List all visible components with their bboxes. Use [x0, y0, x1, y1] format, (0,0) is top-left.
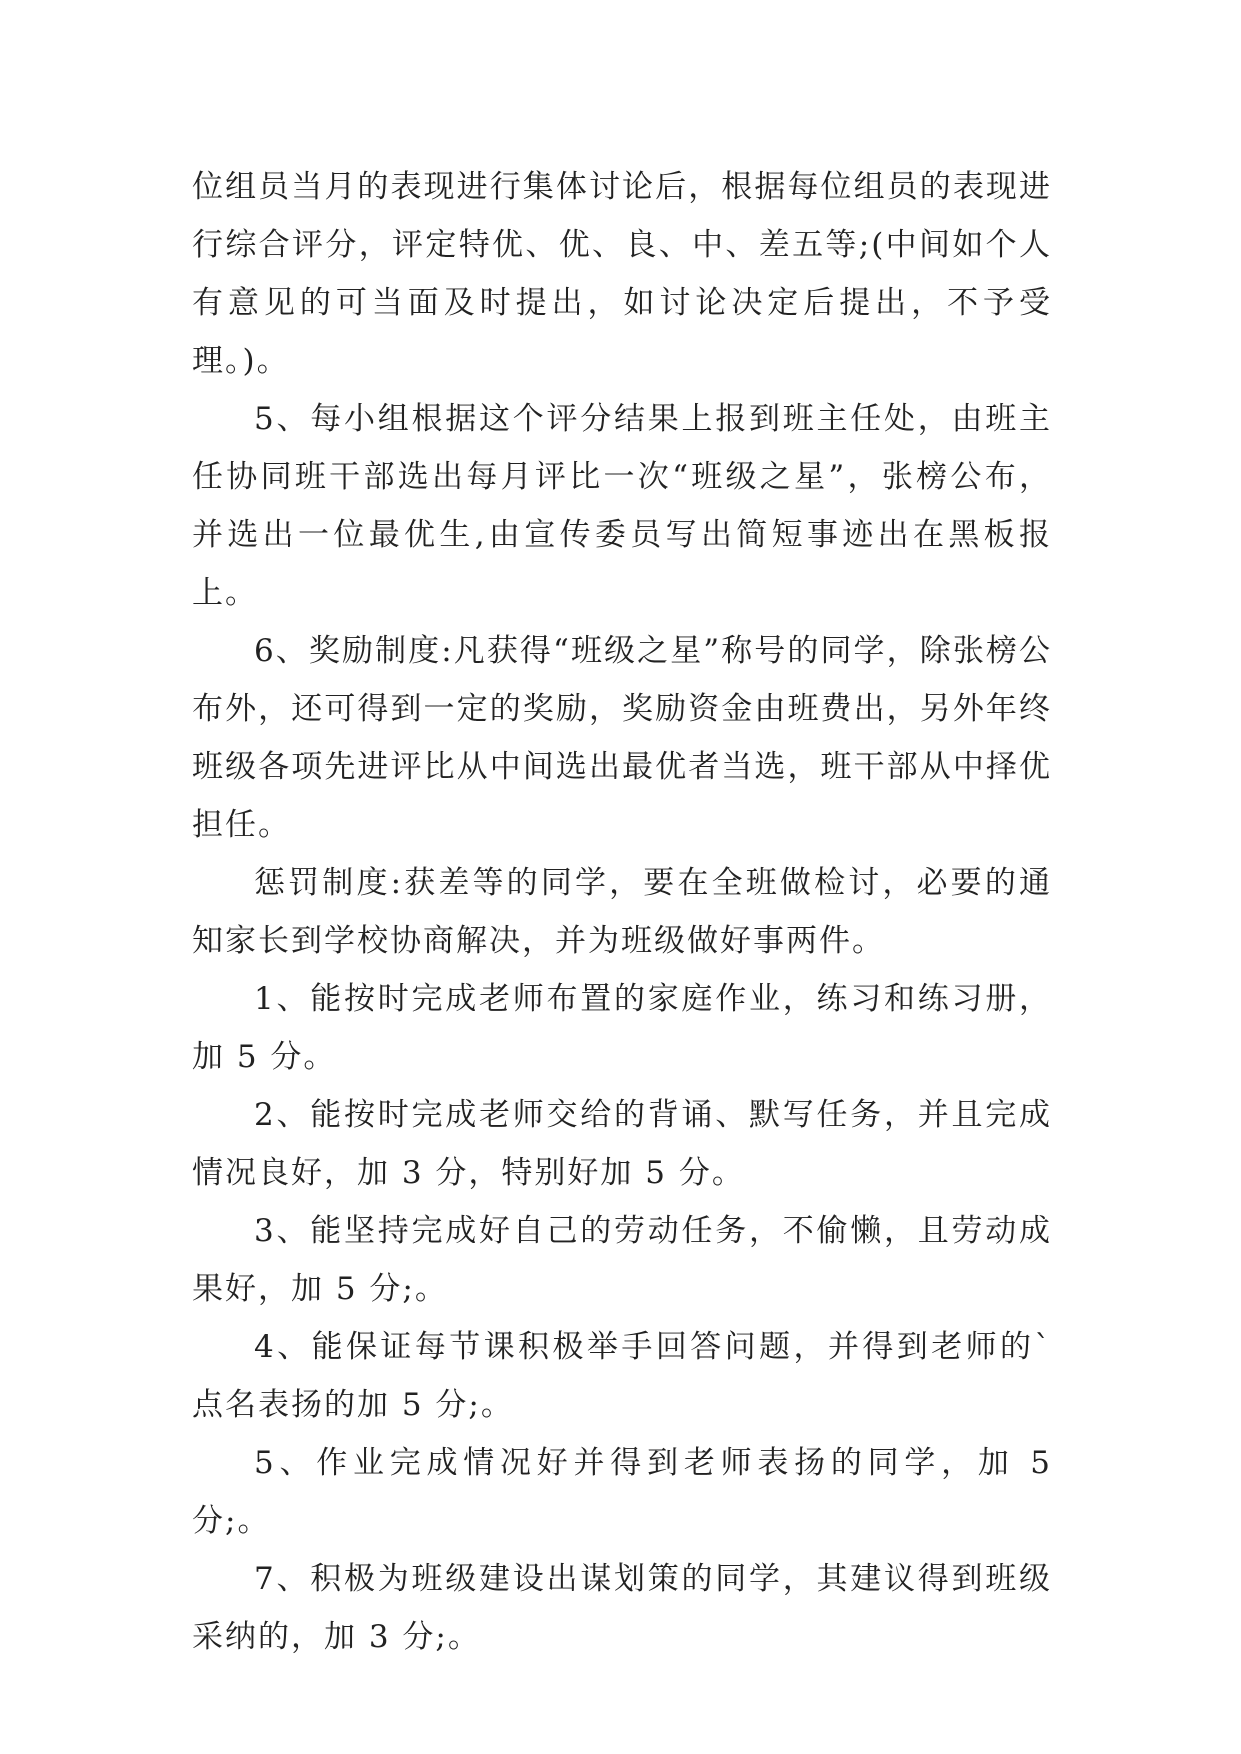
- document-body: [192, 158, 1052, 1666]
- paragraph-rule-3: 3、能坚持完成好自己的劳动任务，不偷懒，且劳动成果好，加 5 分;。: [192, 1213, 1052, 1307]
- paragraph-continuation: 位组员当月的表现进行集体讨论后，根据每位组员的表现进行综合评分，评定特优、优、良、中、差五等;(中间如个人有意见的可当面及时提出，如讨论决定后提出，不予受理。)。: [192, 169, 1052, 379]
- paragraph-rule-1: 1、能按时完成老师布置的家庭作业，练习和练习册，加 5 分。: [192, 981, 1052, 1075]
- paragraph-item-6-reward: 6、奖励制度:凡获得“班级之星”称号的同学，除张榜公布外，还可得到一定的奖励，奖励资金由班费出，另外年终班级各项先进评比从中间选出最优者当选，班干部从中择优担任。: [192, 633, 1052, 843]
- paragraph-rule-2: 2、能按时完成老师交给的背诵、默写任务，并且完成情况良好，加 3 分，特别好加 5 分。: [192, 1097, 1052, 1191]
- paragraph-rule-4: 4、能保证每节课积极举手回答问题，并得到老师的`点名表扬的加 5 分;。: [192, 1329, 1052, 1423]
- paragraph-rule-7: 7、积极为班级建设出谋划策的同学，其建议得到班级采纳的，加 3 分;。: [192, 1561, 1052, 1655]
- paragraph-punishment: 惩罚制度:获差等的同学，要在全班做检讨，必要的通知家长到学校协商解决，并为班级做好事两件。: [192, 865, 1052, 959]
- paragraph-rule-5: 5、作业完成情况好并得到老师表扬的同学，加 5 分;。: [192, 1445, 1052, 1539]
- paragraph-item-5-report: 5、每小组根据这个评分结果上报到班主任处，由班主任协同班干部选出每月评比一次“班级之星”，张榜公布，并选出一位最优生,由宣传委员写出简短事迹出在黑板报上。: [192, 401, 1052, 611]
